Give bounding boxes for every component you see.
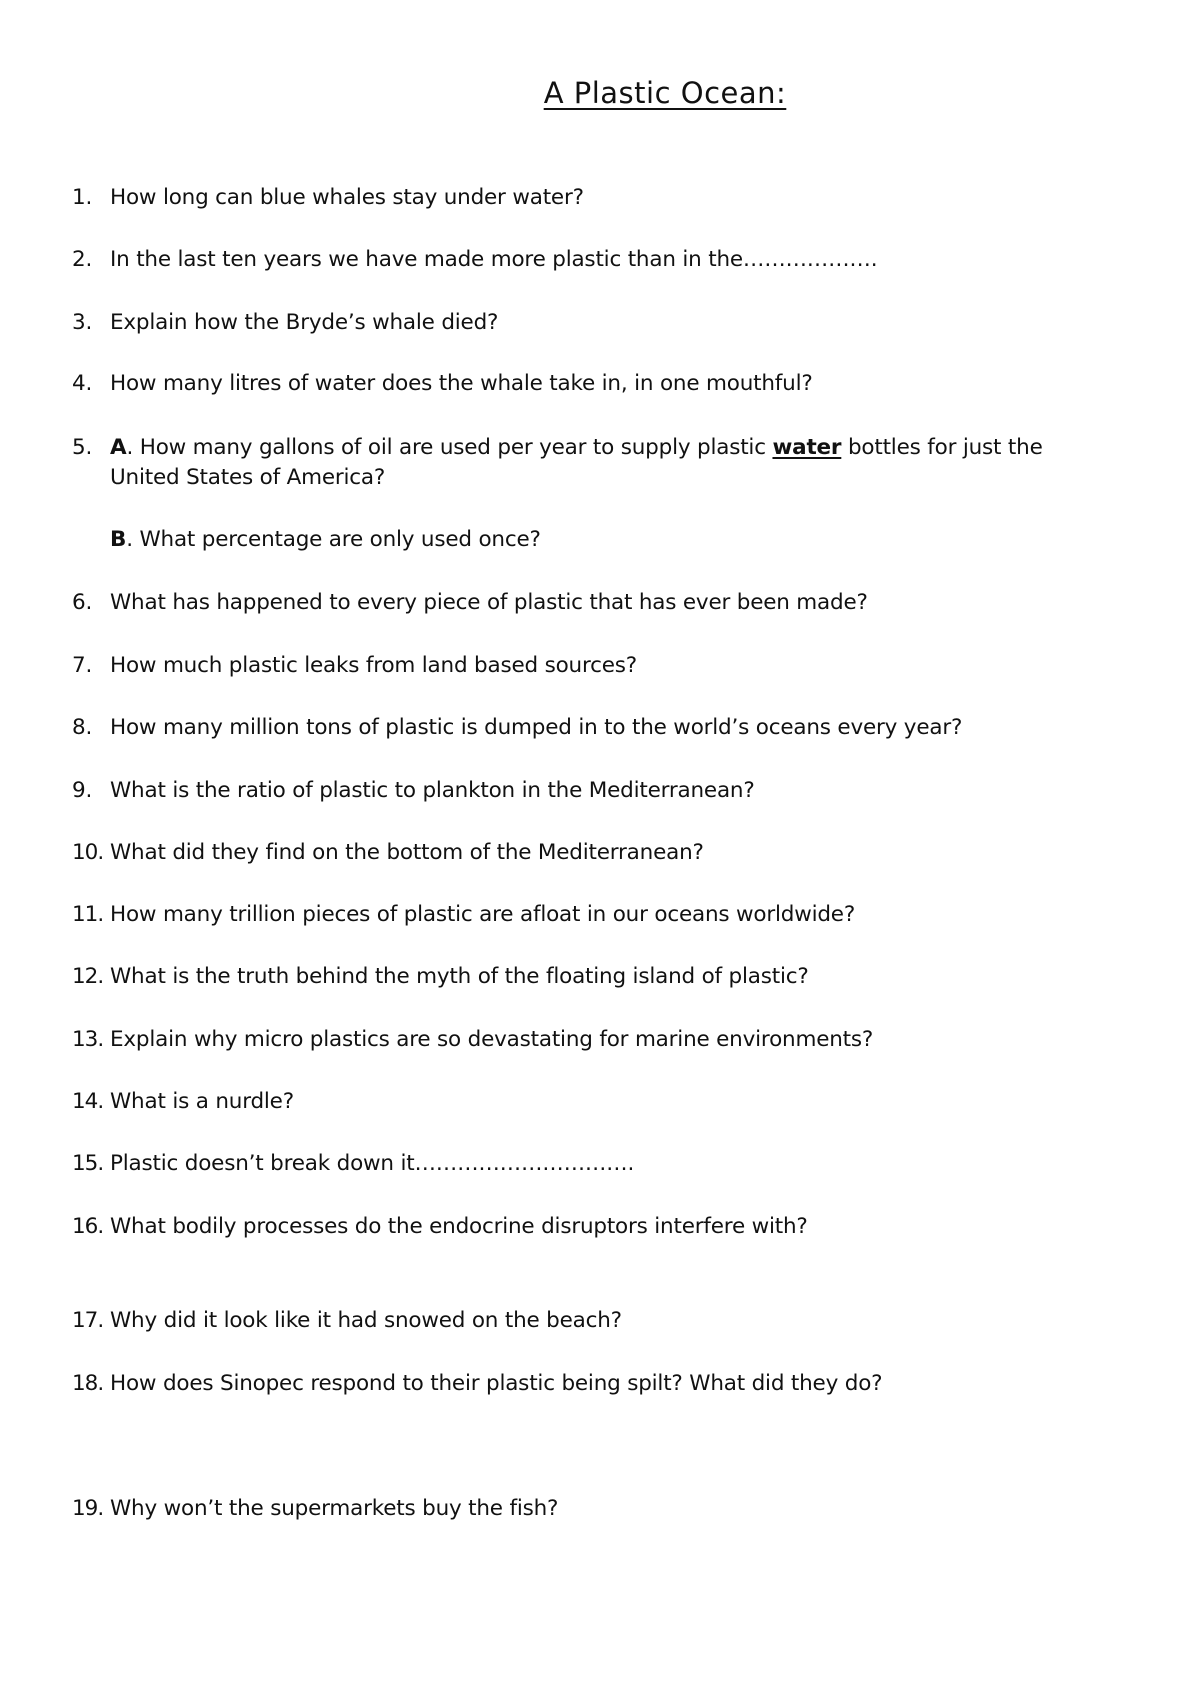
question-number: 13. <box>72 1027 104 1052</box>
question-17 <box>72 1304 1132 1338</box>
question-text: How long can blue whales stay under water? <box>110 185 584 210</box>
question-text: Why won’t the supermarkets buy the fish? <box>110 1496 559 1521</box>
question-10 <box>72 836 1132 870</box>
question-number: 16. <box>72 1214 104 1239</box>
question-8 <box>72 711 1132 745</box>
question-19 <box>72 1492 1132 1526</box>
question-number: 5. <box>72 435 93 460</box>
question-7 <box>72 649 1132 683</box>
question-6 <box>72 586 1132 620</box>
question-text: What bodily processes do the endocrine disruptors interfere with? <box>110 1214 808 1239</box>
question-text: What is a nurdle? <box>110 1089 294 1114</box>
question-14 <box>72 1085 1132 1119</box>
question-number: 15. <box>72 1151 104 1176</box>
part-label-b: B <box>110 527 127 552</box>
question-12 <box>72 960 1132 994</box>
question-number: 10. <box>72 840 104 865</box>
question-text: What has happened to every piece of plastic that has ever been made? <box>110 590 868 615</box>
question-15 <box>72 1147 1132 1181</box>
question-9 <box>72 774 1132 808</box>
question-text: In the last ten years we have made more plastic than in the………………. <box>110 247 878 272</box>
question-5b <box>110 523 541 557</box>
question-text: What did they find on the bottom of the Mediterranean? <box>110 840 704 865</box>
question-text: How many million tons of plastic is dumped in to the world’s oceans every year? <box>110 715 963 740</box>
question-16 <box>72 1210 1132 1244</box>
question-3 <box>72 306 1132 340</box>
question-number: 1. <box>72 185 93 210</box>
question-text: What is the truth behind the myth of the floating island of plastic? <box>110 964 809 989</box>
question-13 <box>72 1023 1132 1057</box>
question-number: 4. <box>72 371 93 396</box>
question-text: Why did it look like it had snowed on the beach? <box>110 1308 622 1333</box>
question-text: How many trillion pieces of plastic are afloat in our oceans worldwide? <box>110 902 856 927</box>
question-text: How much plastic leaks from land based sources? <box>110 653 637 678</box>
question-number: 19. <box>72 1496 104 1521</box>
question-text <box>110 435 1043 460</box>
question-4 <box>72 367 1132 401</box>
emphasis-word: water <box>772 435 842 460</box>
question-18 <box>72 1367 1132 1401</box>
question-number: 8. <box>72 715 93 740</box>
question-5a <box>72 431 1132 465</box>
question-number: 3. <box>72 310 93 335</box>
question-number: 14. <box>72 1089 104 1114</box>
question-text-a-start: . How many gallons of oil are used per year to supply plastic <box>126 435 773 460</box>
question-number: 17. <box>72 1308 104 1333</box>
page-title <box>0 76 1200 110</box>
question-number: 6. <box>72 590 93 615</box>
title-text: A Plastic Ocean: <box>543 76 787 110</box>
question-text: Explain why micro plastics are so devastating for marine environments? <box>110 1027 874 1052</box>
part-label-a: A <box>110 435 127 460</box>
question-text: How many litres of water does the whale take in, in one mouthful? <box>110 371 813 396</box>
question-1 <box>72 181 1132 215</box>
question-text: How does Sinopec respond to their plastic being spilt? What did they do? <box>110 1371 883 1396</box>
question-number: 9. <box>72 778 93 803</box>
question-5a-continued: United States of America? <box>110 465 386 490</box>
question-number: 7. <box>72 653 93 678</box>
question-text: What is the ratio of plastic to plankton in the Mediterranean? <box>110 778 755 803</box>
question-number: 18. <box>72 1371 104 1396</box>
question-text: Plastic doesn’t break down it…………………………. <box>110 1151 635 1176</box>
question-2 <box>72 243 1132 277</box>
question-number: 12. <box>72 964 104 989</box>
question-text-b: . What percentage are only used once? <box>126 527 541 552</box>
question-number: 11. <box>72 902 104 927</box>
question-text-a-end: bottles for just the <box>841 435 1043 460</box>
question-11 <box>72 898 1132 932</box>
question-number: 2. <box>72 247 93 272</box>
question-text: Explain how the Bryde’s whale died? <box>110 310 499 335</box>
